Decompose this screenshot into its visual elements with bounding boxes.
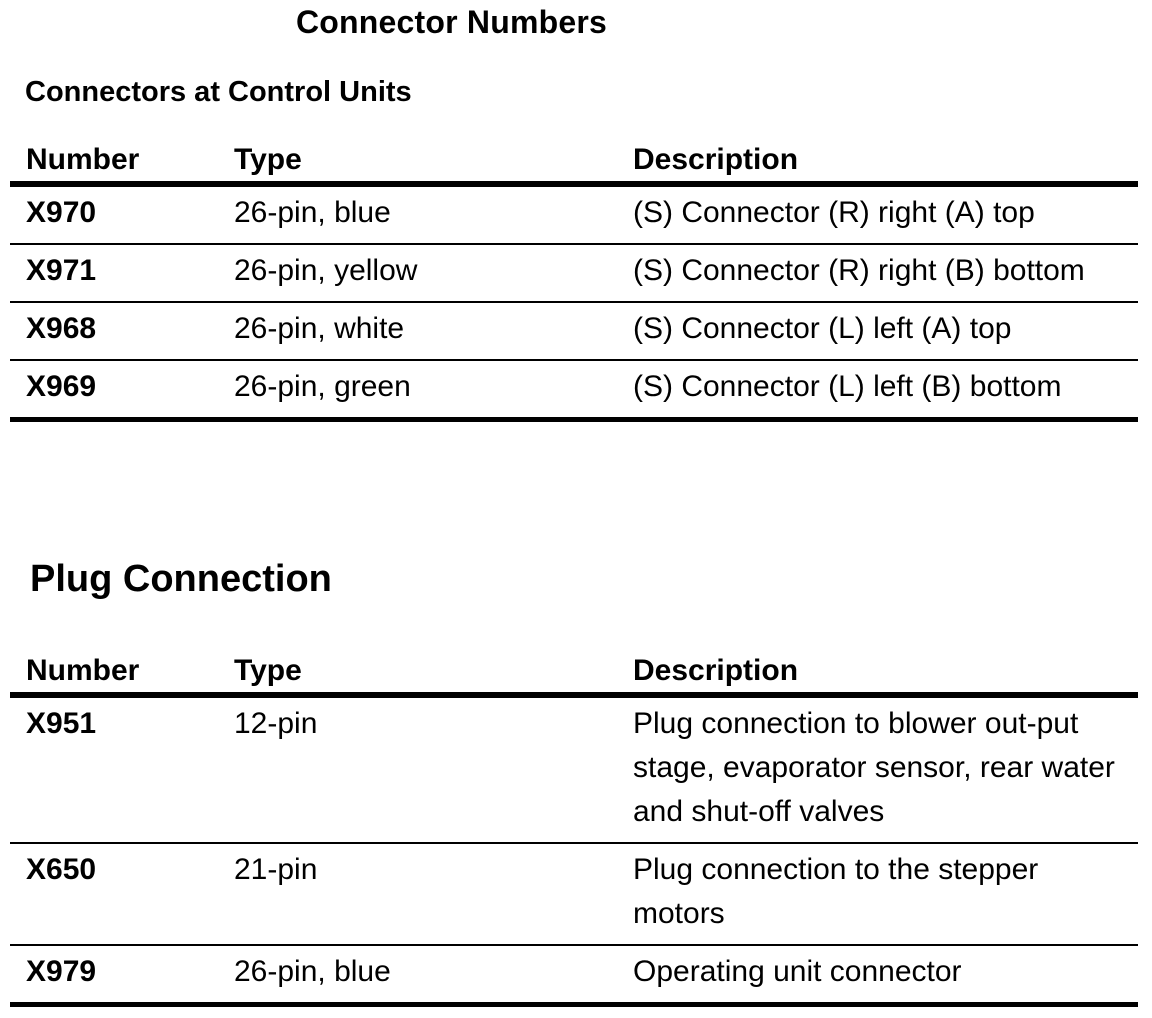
plug-connection-heading: Plug Connection [30, 558, 332, 600]
connector-description: (S) Connector (R) right (B) bottom [613, 244, 1138, 302]
connector-type: 26-pin, blue [218, 184, 613, 244]
page-title: Connector Numbers [296, 4, 607, 40]
table-header-row [10, 632, 1138, 695]
table-row [10, 360, 1138, 420]
plug-description: Plug connection to blower out-put stage, evaporator sensor, rear water and shut-off valves [613, 695, 1138, 843]
plug-type: 12-pin [218, 695, 613, 843]
connector-number: X970 [10, 184, 218, 244]
connector-number: X969 [10, 360, 218, 420]
table-header-row [10, 125, 1138, 184]
plug-type: 21-pin [218, 843, 613, 945]
column-header-number: Number [10, 632, 218, 695]
table-row [10, 843, 1138, 945]
column-header-type: Type [218, 632, 613, 695]
control-units-heading: Connectors at Control Units [25, 76, 412, 108]
connector-description: (S) Connector (L) left (A) top [613, 302, 1138, 360]
plug-type: 26-pin, blue [218, 945, 613, 1005]
plug-description: Plug connection to the stepper motors [613, 843, 1138, 945]
plug-number: X951 [10, 695, 218, 843]
connector-type: 26-pin, white [218, 302, 613, 360]
connector-number: X971 [10, 244, 218, 302]
column-header-description: Description [613, 125, 1138, 184]
table-row [10, 184, 1138, 244]
plug-description: Operating unit connector [613, 945, 1138, 1005]
column-header-type: Type [218, 125, 613, 184]
table-row [10, 695, 1138, 843]
plug-number: X650 [10, 843, 218, 945]
connector-description: (S) Connector (R) right (A) top [613, 184, 1138, 244]
connector-type: 26-pin, yellow [218, 244, 613, 302]
table-row [10, 302, 1138, 360]
table-row [10, 945, 1138, 1005]
connector-number: X968 [10, 302, 218, 360]
connector-type: 26-pin, green [218, 360, 613, 420]
column-header-number: Number [10, 125, 218, 184]
plug-connection-table [10, 632, 1138, 1007]
column-header-description: Description [613, 632, 1138, 695]
plug-number: X979 [10, 945, 218, 1005]
connector-description: (S) Connector (L) left (B) bottom [613, 360, 1138, 420]
control-units-table [10, 125, 1138, 422]
table-row [10, 244, 1138, 302]
